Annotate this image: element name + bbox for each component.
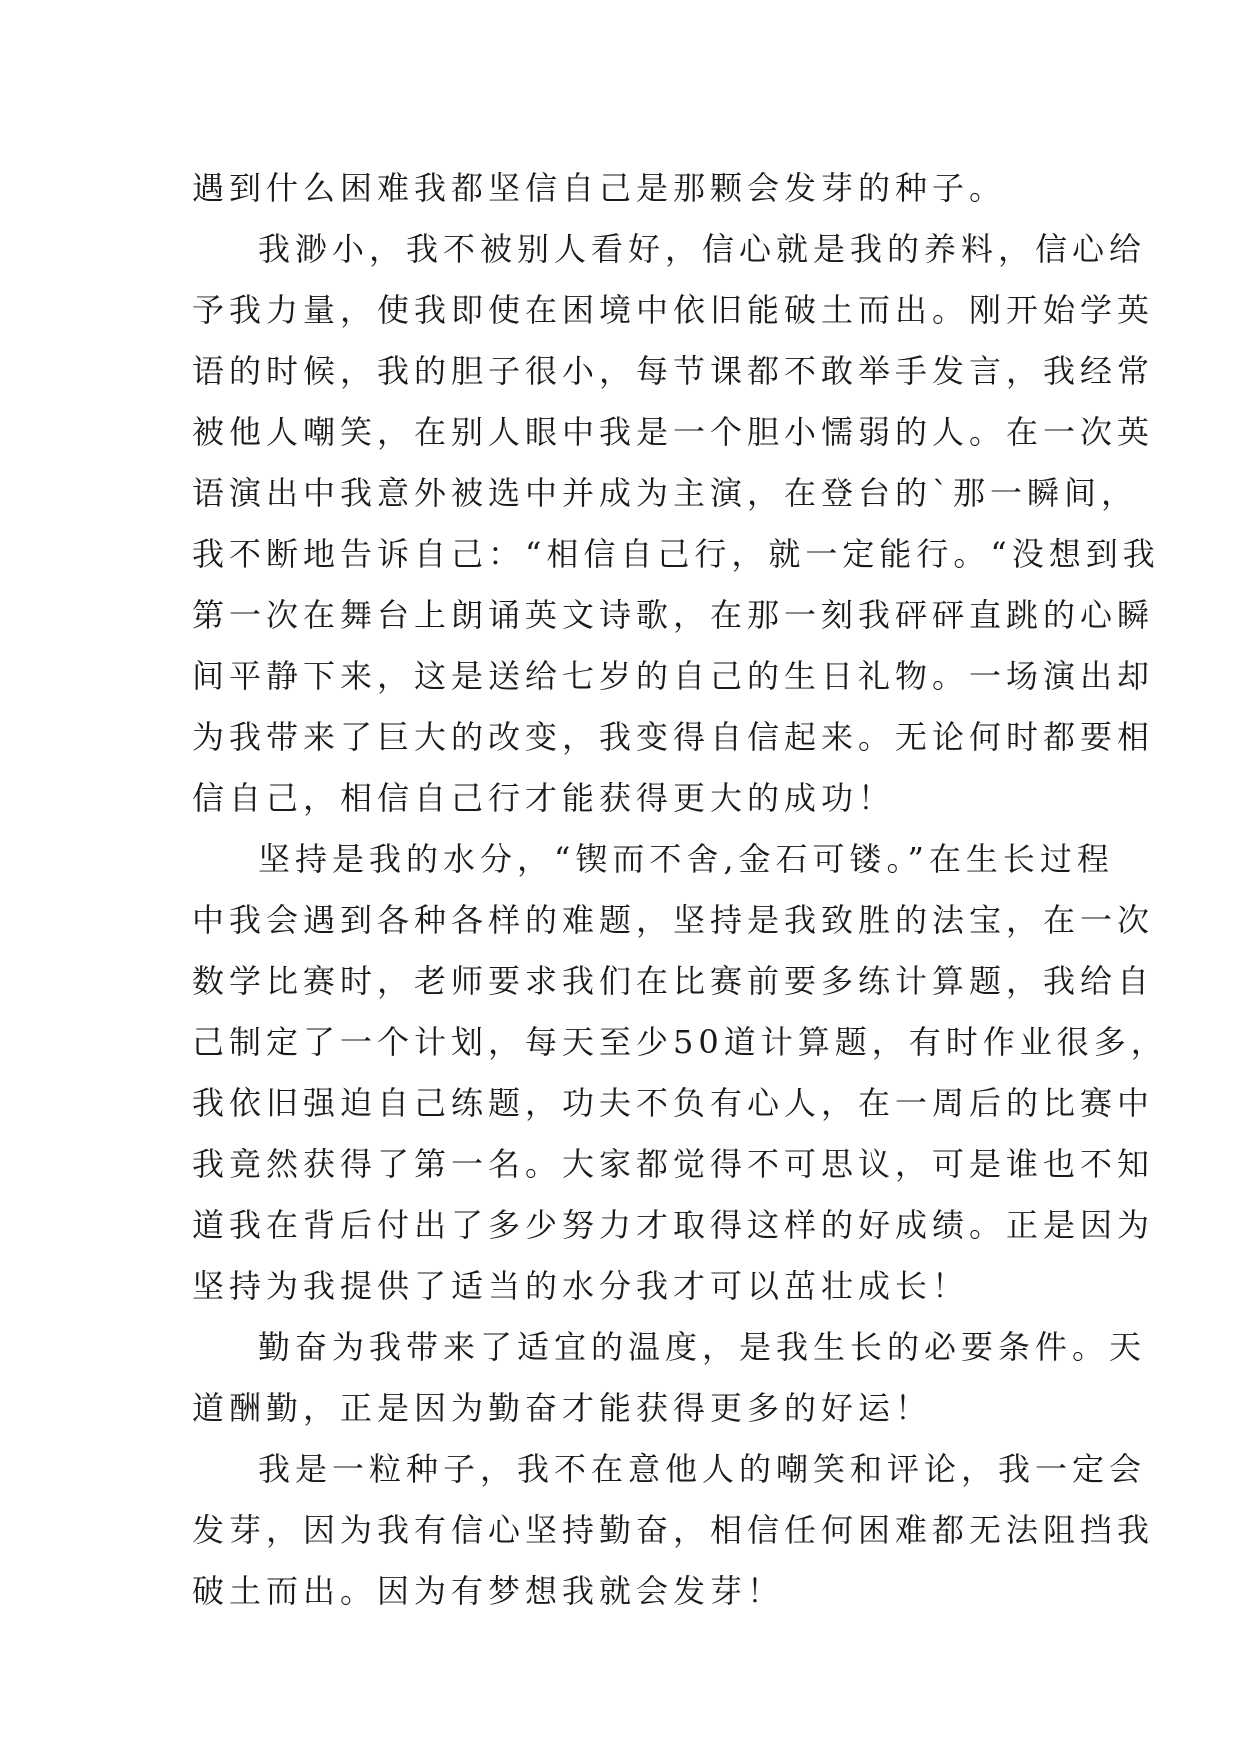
text-line: 中我会遇到各种各样的难题，坚持是我致胜的法宝，在一次: [192, 901, 1155, 939]
text-line: 第一次在舞台上朗诵英文诗歌，在那一刻我砰砰直跳的心瞬: [192, 596, 1155, 634]
text-line: 道我在背后付出了多少努力才取得这样的好成绩。正是因为: [192, 1206, 1155, 1244]
text-line: 数学比赛时，老师要求我们在比赛前要多练计算题，我给自: [192, 962, 1155, 1000]
text-line: 为我带来了巨大的改变，我变得自信起来。无论何时都要相: [192, 718, 1155, 756]
text-line: 我竟然获得了第一名。大家都觉得不可思议，可是谁也不知: [192, 1145, 1155, 1183]
text-line: 间平静下来，这是送给七岁的自己的生日礼物。一场演出却: [192, 657, 1155, 695]
text-line: 道酬勤，正是因为勤奋才能获得更多的好运！: [192, 1389, 933, 1427]
paragraph-start-line: 我是一粒种子，我不在意他人的嘲笑和评论，我一定会: [258, 1450, 1147, 1488]
paragraph-start-line: 勤奋为我带来了适宜的温度，是我生长的必要条件。天: [258, 1328, 1147, 1366]
text-line: 破土而出。因为有梦想我就会发芽！: [192, 1572, 785, 1610]
text-line: 遇到什么困难我都坚信自己是那颗会发芽的种子。: [192, 169, 1007, 207]
paragraph-start-line: 坚持是我的水分，“锲而不舍,金石可镂。”在生长过程: [258, 840, 1114, 878]
text-line: 予我力量，使我即使在困境中依旧能破土而出。刚开始学英: [192, 291, 1155, 329]
text-line: 坚持为我提供了适当的水分我才可以茁壮成长！: [192, 1267, 970, 1305]
text-line: 语演出中我意外被选中并成为主演，在登台的`那一瞬间，: [192, 474, 1139, 512]
text-line: 发芽，因为我有信心坚持勤奋，相信任何困难都无法阻挡我: [192, 1511, 1155, 1549]
essay-body: [192, 158, 1168, 1622]
text-line: 我不断地告诉自己：“相信自己行，就一定能行。“没想到我: [192, 535, 1160, 573]
text-line: 信自己，相信自己行才能获得更大的成功！: [192, 779, 896, 817]
paragraph-start-line: 我渺小，我不被别人看好，信心就是我的养料，信心给: [258, 230, 1147, 268]
text-line: 我依旧强迫自己练题，功夫不负有心人，在一周后的比赛中: [192, 1084, 1155, 1122]
text-line: 被他人嘲笑，在别人眼中我是一个胆小懦弱的人。在一次英: [192, 413, 1155, 451]
text-line: 语的时候，我的胆子很小，每节课都不敢举手发言，我经常: [192, 352, 1155, 390]
text-line: 己制定了一个计划，每天至少50道计算题，有时作业很多，: [192, 1023, 1168, 1061]
